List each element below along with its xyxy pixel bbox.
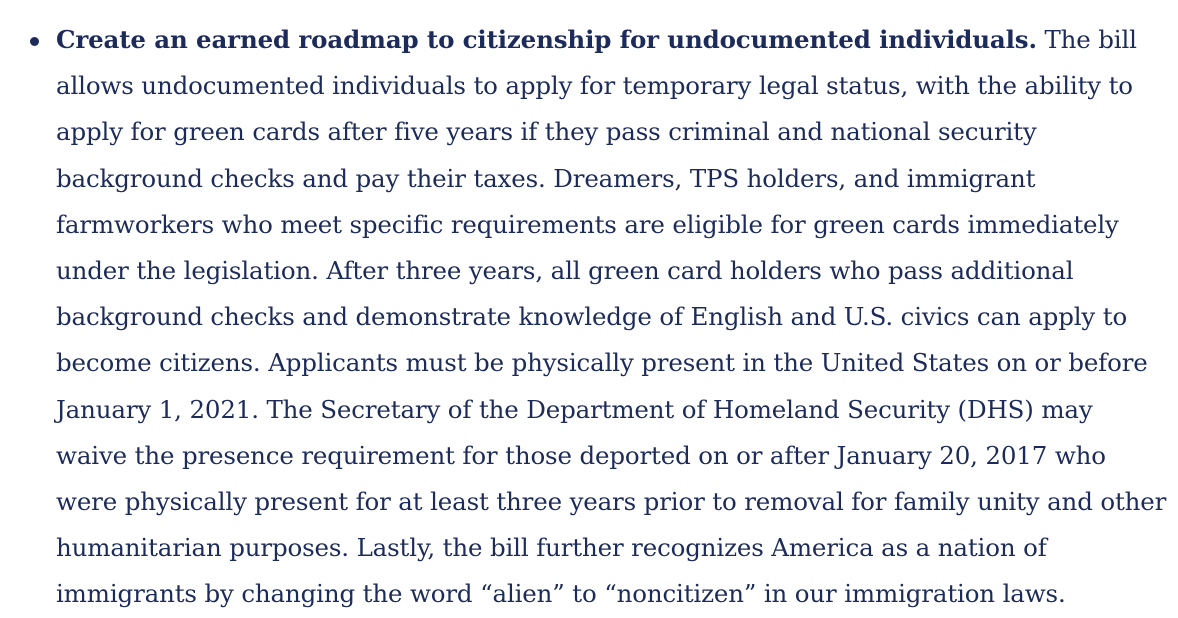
item-lead-text: Create an earned roadmap to citizenship for undocumented individuals. <box>56 25 1037 54</box>
bullet-list <box>0 17 1178 618</box>
list-item <box>0 17 1178 618</box>
bullet-icon <box>30 37 39 46</box>
item-body-text: The bill allows undocumented individuals to apply for temporary legal status, with the ability to apply for green cards after five years if they pass criminal and national security background checks and pay their taxes. Dreamers, TPS holders, and immigrant farmworkers who meet specific requirements are eligible for green cards immediately under the legislation. After three years, all green card holders who pass additional background checks and demonstrate knowledge of English and U.S. civics can apply to become citizens. Applicants must be physically present in the United States on or before January 1, 2021. The Secretary of the Department of Homeland Security (DHS) may waive the presence requirement for those deported on or after January 20, 2017 who were physically present for at least three years prior to removal for family unity and other humanitarian purposes. Lastly, the bill further recognizes America as a nation of immigrants by changing the word “alien” to “noncitizen” in our immigration laws. <box>56 25 1167 609</box>
